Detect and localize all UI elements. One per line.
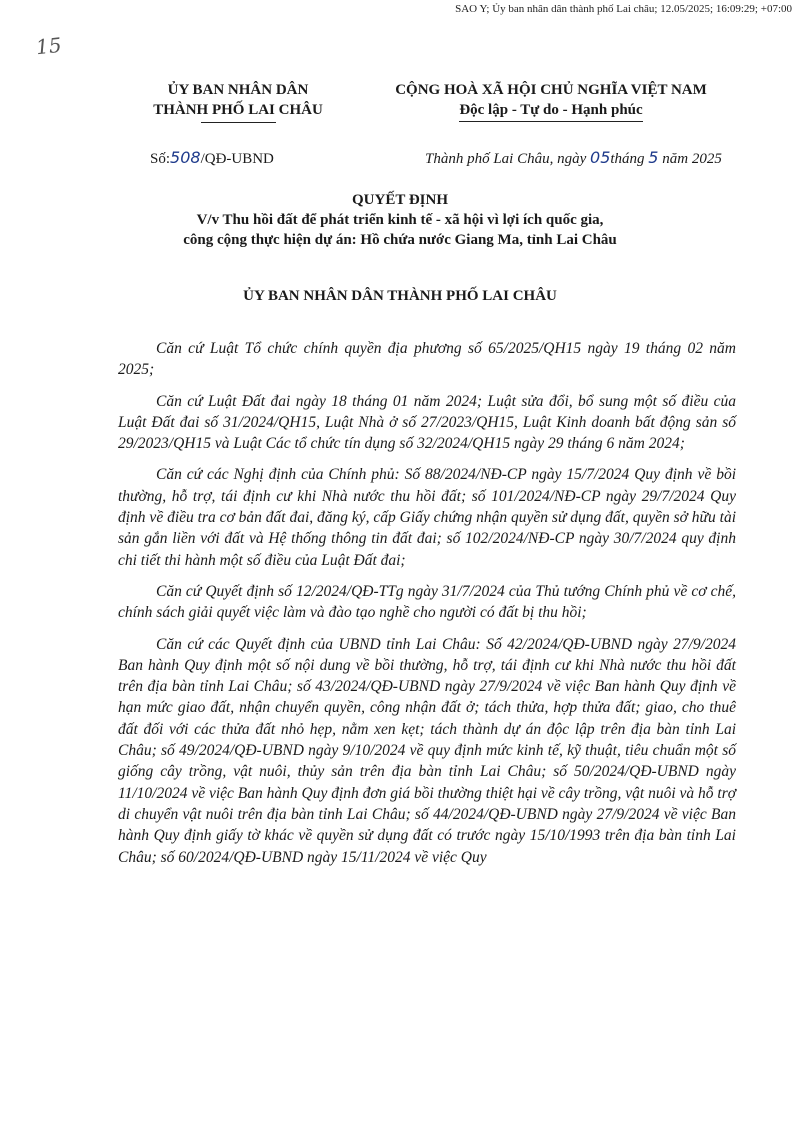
date-month-handwritten: 5 (648, 148, 659, 167)
date-prefix: Thành phố Lai Châu, ngày (425, 151, 587, 167)
country-name: CỘNG HOÀ XÃ HỘI CHỦ NGHĨA VIỆT NAM (395, 82, 707, 98)
digital-signature-stamp: SAO Y; Ủy ban nhân dân thành phố Lai châu; 12.05/2025; 16:09:29; +07:00 (455, 3, 792, 15)
doc-number-handwritten: 508 (170, 148, 201, 167)
legal-basis-paragraph: Căn cứ các Nghị định của Chính phủ: Số 88/2024/NĐ-CP ngày 15/7/2024 Quy định về bồi thường, hỗ trợ, tái định cư khi Nhà nước thu hồi đất; số 101/2024/NĐ-CP ngày 29/7/2024 Quy định về điều tra cơ bản đất đai, đăng ký, cấp Giấy chứng nhận quyền sử dụng đất, quyền sở hữu tài sản gắn liền với đất và Hệ thống thông tin đất đai; số 102/2024/NĐ-CP ngày 30/7/2024 quy định chi tiết thi hành một số điều của Luật Đất đai; (118, 466, 736, 569)
legal-basis-paragraph: Căn cứ các Quyết định của UBND tỉnh Lai Châu: Số 42/2024/QĐ-UBND ngày 27/9/2024 Ban hành Quy định một số nội dung về bồi thường, hỗ trợ, tái định cư khi Nhà nước thu hồi đất trên địa bàn tỉnh Lai Châu; số 43/2024/QĐ-UBND ngày 27/9/2024 về việc Ban hành Quy định về hạn mức giao đất, nhận chuyển quyền, công nhận đất ở; tách thửa, hợp thửa đất; giao, cho thuê đất đối với các thửa đất nhỏ hẹp, nằm xen kẹt; tách thành dự án độc lập trên địa bàn tỉnh Lai Châu; số 49/2024/QĐ-UBND ngày 9/10/2024 về quy định mức kinh tế, kỹ thuật, tiêu chuẩn một số giống cây trồng, vật nuôi, thủy sản trên địa bàn tỉnh Lai Châu; số 50/2024/QĐ-UBND ngày 11/10/2024 về việc Ban hành Quy định đơn giá bồi thường thiệt hại về cây trồng, vật nuôi và hỗ trợ di chuyển vật nuôi trên địa bàn tỉnh Lai Châu; số 44/2024/QĐ-UBND ngày 27/9/2024 về việc Ban hành Quy định giấy tờ khác về quyền sử dụng đất có trước ngày 15/10/1993 trên địa bàn tỉnh Lai Châu; số 60/2024/QĐ-UBND ngày 15/11/2024 về việc Quy (118, 635, 737, 866)
issue-date (425, 148, 722, 168)
doc-number-prefix: Số: (150, 151, 171, 167)
legal-basis-paragraph: Căn cứ Luật Tổ chức chính quyền địa phương số 65/2025/QH15 ngày 19 tháng 02 năm 2025; (118, 340, 736, 379)
decision-subject-line-2: công cộng thực hiện dự án: Hồ chứa nước Giang Ma, tỉnh Lai Châu (183, 232, 617, 248)
date-year: năm 2025 (662, 151, 722, 167)
national-motto: Độc lập - Tự do - Hạnh phúc (459, 100, 642, 122)
decision-subject-line-1: V/v Thu hồi đất để phát triển kinh tế - xã hội vì lợi ích quốc gia, (196, 212, 604, 228)
decision-title (100, 190, 700, 250)
agency-line-1: ỦY BAN NHÂN DÂN (167, 82, 309, 98)
legal-basis-paragraph: Căn cứ Quyết định số 12/2024/QĐ-TTg ngày 31/7/2024 của Thủ tướng Chính phủ về cơ chế, chính sách giải quyết việc làm và đào tạo nghề cho người có đất bị thu hồi; (118, 582, 736, 622)
issuing-agency (128, 80, 348, 123)
doc-number-suffix: /QĐ-UBND (200, 151, 274, 167)
date-day-handwritten: 05 (590, 148, 611, 167)
document-number (150, 148, 274, 168)
national-header (363, 80, 739, 122)
authority-heading: ỦY BAN NHÂN DÂN THÀNH PHỐ LAI CHÂU (243, 288, 557, 304)
decision-heading: QUYẾT ĐỊNH (352, 192, 448, 208)
handwritten-page-mark: 15 (34, 32, 63, 60)
legal-basis-section (118, 338, 736, 878)
legal-basis-paragraph: Căn cứ Luật Đất đai ngày 18 tháng 01 năm 2024; Luật sửa đổi, bổ sung một số điều của Luật Đất đai số 31/2024/QH15, Luật Nhà ở số 27/2023/QH15, Luật Kinh doanh bất động sản số 29/2023/QH15 và Luật Các tổ chức tín dụng số 32/2024/QH15 ngày 29 tháng 6 năm 2024; (118, 392, 736, 453)
agency-line-2: THÀNH PHỐ LAI CHÂU (153, 102, 323, 118)
agency-underline (201, 122, 276, 123)
date-month-label: tháng (610, 151, 645, 167)
